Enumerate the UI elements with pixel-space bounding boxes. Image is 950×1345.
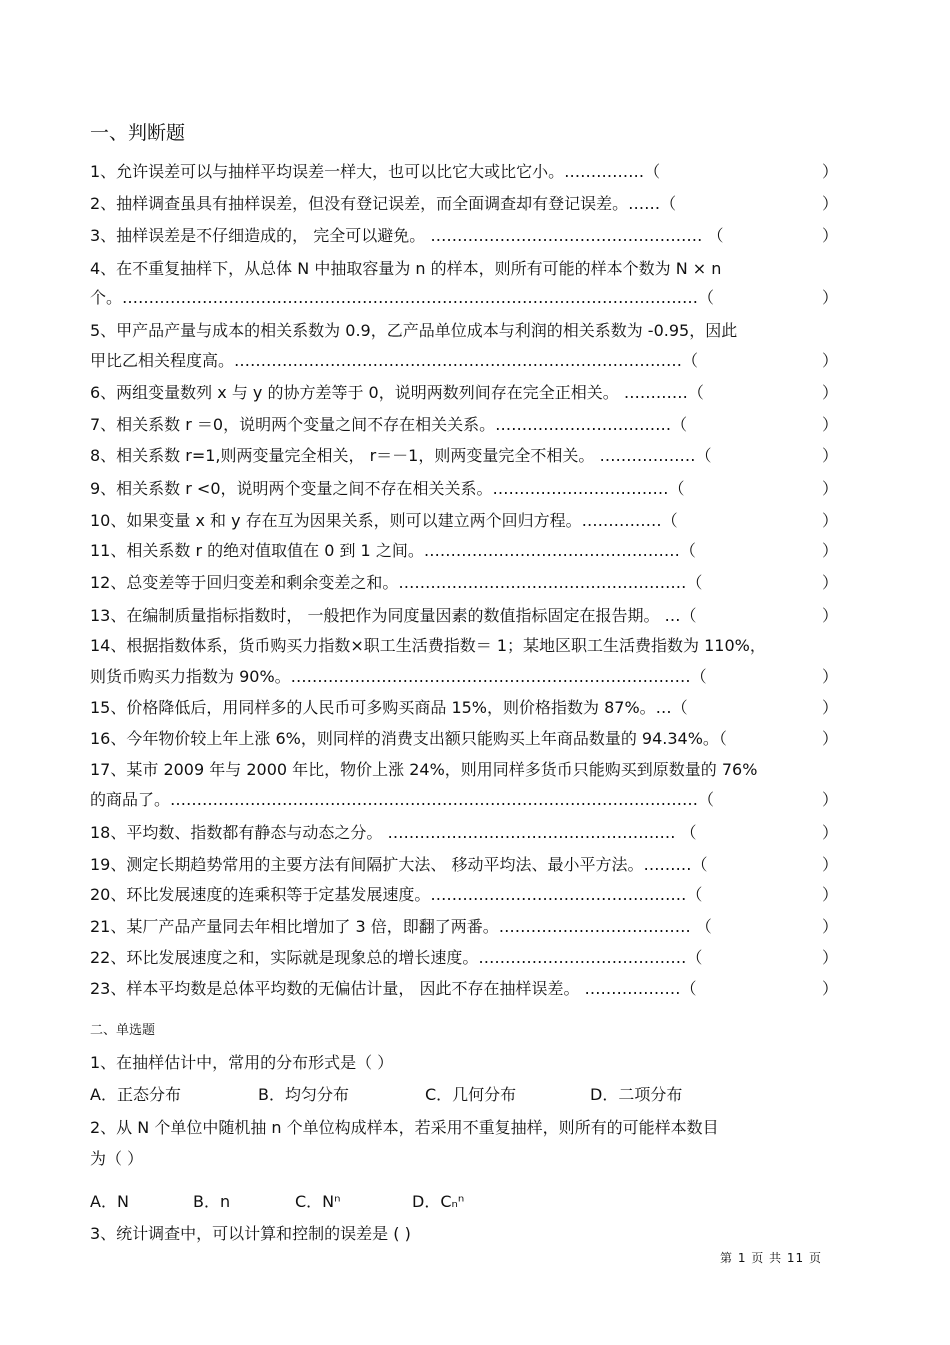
judgement-line xyxy=(90,473,838,504)
answer-bracket: ） xyxy=(821,194,838,213)
judgement-line xyxy=(90,692,838,723)
page-footer: 第 1 页 共 11 页 xyxy=(720,1251,822,1265)
item-text: 16、今年物价较上年上涨 6%，则同样的消费支出额只能购买上年商品数量的 94.34%。（ xyxy=(90,729,727,748)
judgement-line xyxy=(90,409,838,440)
item-text: 8、相关系数 r=1,则两变量完全相关， r＝－1，则两变量完全不相关。 ………………（ xyxy=(90,446,712,465)
item-text: 21、某厂产品产量同去年相比增加了 3 倍，即翻了两番。……………………………… （ xyxy=(90,917,712,936)
judgement-line xyxy=(90,879,838,910)
item-text: 20、环比发展速度的连乘积等于定基发展速度。…………………………………………（ xyxy=(90,885,703,904)
question-text: 3、统计调查中，可以计算和控制的误差是 ( ) xyxy=(90,1224,411,1243)
item-text: 6、两组变量数列 x 与 y 的协方差等于 0，说明两数列间存在完全正相关。 …………（ xyxy=(90,383,704,402)
option-c: C．Nⁿ xyxy=(295,1192,341,1211)
judgement-line xyxy=(90,345,838,376)
section-title-judgement: 一、判断题 xyxy=(90,122,186,144)
item-text: 23、样本平均数是总体平均数的无偏估计量， 因此不存在抽样误差。 ………………（ xyxy=(90,979,697,998)
item-text: 10、如果变量 x 和 y 存在互为因果关系，则可以建立两个回归方程。……………（ xyxy=(90,511,678,530)
judgement-line xyxy=(90,661,838,692)
item-text: 13、在编制质量指标指数时， 一般把作为同度量因素的数值指标固定在报告期。 …（ xyxy=(90,606,697,625)
judgement-line xyxy=(90,754,838,785)
item-text: 9、相关系数 r <0，说明两个变量之间不存在相关关系。……………………………（ xyxy=(90,479,685,498)
judgement-line xyxy=(90,911,838,942)
judgement-line xyxy=(90,600,838,631)
answer-bracket: ） xyxy=(821,226,838,245)
question-text: 2、从 N 个单位中随机抽 n 个单位构成样本，若采用不重复抽样，则所有的可能样本数目 xyxy=(90,1118,719,1137)
item-text: 则货币购买力指数为 90%。…………………………………………………………………（ xyxy=(90,667,707,686)
judgement-line xyxy=(90,567,838,598)
answer-bracket: ） xyxy=(821,383,838,402)
judgement-line xyxy=(90,220,838,251)
judgement-line xyxy=(90,282,838,313)
option-d: D．Cₙⁿ xyxy=(412,1192,465,1211)
item-text: 15、价格降低后，用同样多的人民币可多购买商品 15%，则价格指数为 87%。…（ xyxy=(90,698,688,717)
item-text: 11、相关系数 r 的绝对值取值在 0 到 1 之间。…………………………………………（ xyxy=(90,541,696,560)
answer-bracket: ） xyxy=(821,885,838,904)
answer-bracket: ） xyxy=(821,729,838,748)
answer-bracket: ） xyxy=(821,573,838,592)
judgement-line xyxy=(90,817,838,848)
judgement-line xyxy=(90,723,838,754)
item-text: 17、某市 2009 年与 2000 年比，物价上涨 24%，则用同样多货币只能购买到原数量的 76% xyxy=(90,760,758,779)
judgement-line xyxy=(90,188,838,219)
answer-bracket: ） xyxy=(821,479,838,498)
item-text: 14、根据指数体系，货币购买力指数×职工生活费指数＝ 1；某地区职工生活费指数为 110%， xyxy=(90,636,766,655)
answer-bracket: ） xyxy=(821,855,838,874)
option-d: D．二项分布 xyxy=(590,1085,683,1104)
answer-bracket: ） xyxy=(821,979,838,998)
judgement-line xyxy=(90,505,838,536)
option-b: B．均匀分布 xyxy=(258,1085,349,1104)
answer-bracket: ） xyxy=(821,948,838,967)
answer-bracket: ） xyxy=(821,415,838,434)
item-text: 19、测定长期趋势常用的主要方法有间隔扩大法、 移动平均法、最小平方法。………（ xyxy=(90,855,708,874)
question-text: 1、在抽样估计中，常用的分布形式是（ ） xyxy=(90,1053,394,1072)
item-text: 的商品了。………………………………………………………………………………………（ xyxy=(90,790,715,809)
answer-bracket: ） xyxy=(821,823,838,842)
item-text: 18、平均数、指数都有静态与动态之分。 ……………………………………………… （ xyxy=(90,823,697,842)
answer-bracket: ） xyxy=(821,698,838,717)
option-a: A．正态分布 xyxy=(90,1085,181,1104)
item-text: 2、抽样调查虽具有抽样误差，但没有登记误差，而全面调查却有登记误差。……（ xyxy=(90,194,677,213)
item-text: 22、环比发展速度之和，实际就是现象总的增长速度。…………………………………（ xyxy=(90,948,703,967)
judgement-line xyxy=(90,315,838,346)
answer-bracket: ） xyxy=(821,917,838,936)
item-text: 1、允许误差可以与抽样平均误差一样大，也可以比它大或比它小。……………（ xyxy=(90,162,661,181)
item-text: 5、甲产品产量与成本的相关系数为 0.9，乙产品单位成本与利润的相关系数为 -0.95，因此 xyxy=(90,321,738,340)
answer-bracket: ） xyxy=(821,162,838,181)
judgement-line xyxy=(90,253,838,284)
judgement-line xyxy=(90,440,838,471)
option-c: C．几何分布 xyxy=(425,1085,517,1104)
judgement-line xyxy=(90,156,838,187)
item-text: 12、总变差等于回归变差和剩余变差之和。………………………………………………（ xyxy=(90,573,703,592)
option-a: A．N xyxy=(90,1192,129,1211)
judgement-line xyxy=(90,535,838,566)
judgement-line xyxy=(90,784,838,815)
section-title-single-choice: 二、单选题 xyxy=(90,1023,156,1038)
answer-bracket: ） xyxy=(821,541,838,560)
answer-bracket: ） xyxy=(821,351,838,370)
answer-bracket: ） xyxy=(821,667,838,686)
answer-bracket: ） xyxy=(821,511,838,530)
item-text: 个。………………………………………………………………………………………………（ xyxy=(90,288,715,307)
item-text: 甲比乙相关程度高。…………………………………………………………………………（ xyxy=(90,351,699,370)
item-text: 3、抽样误差是不仔细造成的， 完全可以避免。 …………………………………………… （ xyxy=(90,226,724,245)
judgement-line xyxy=(90,377,838,408)
answer-bracket: ） xyxy=(821,606,838,625)
judgement-line xyxy=(90,942,838,973)
answer-bracket: ） xyxy=(821,288,838,307)
option-b: B．n xyxy=(193,1192,231,1211)
judgement-line xyxy=(90,630,838,661)
question-text: 为（ ） xyxy=(90,1149,144,1168)
answer-bracket: ） xyxy=(821,446,838,465)
judgement-line xyxy=(90,973,838,1004)
item-text: 7、相关系数 r ＝0，说明两个变量之间不存在相关关系。……………………………（ xyxy=(90,415,688,434)
judgement-line xyxy=(90,849,838,880)
item-text: 4、在不重复抽样下，从总体 N 中抽取容量为 n 的样本，则所有可能的样本个数为 N × n xyxy=(90,259,722,278)
answer-bracket: ） xyxy=(821,790,838,809)
